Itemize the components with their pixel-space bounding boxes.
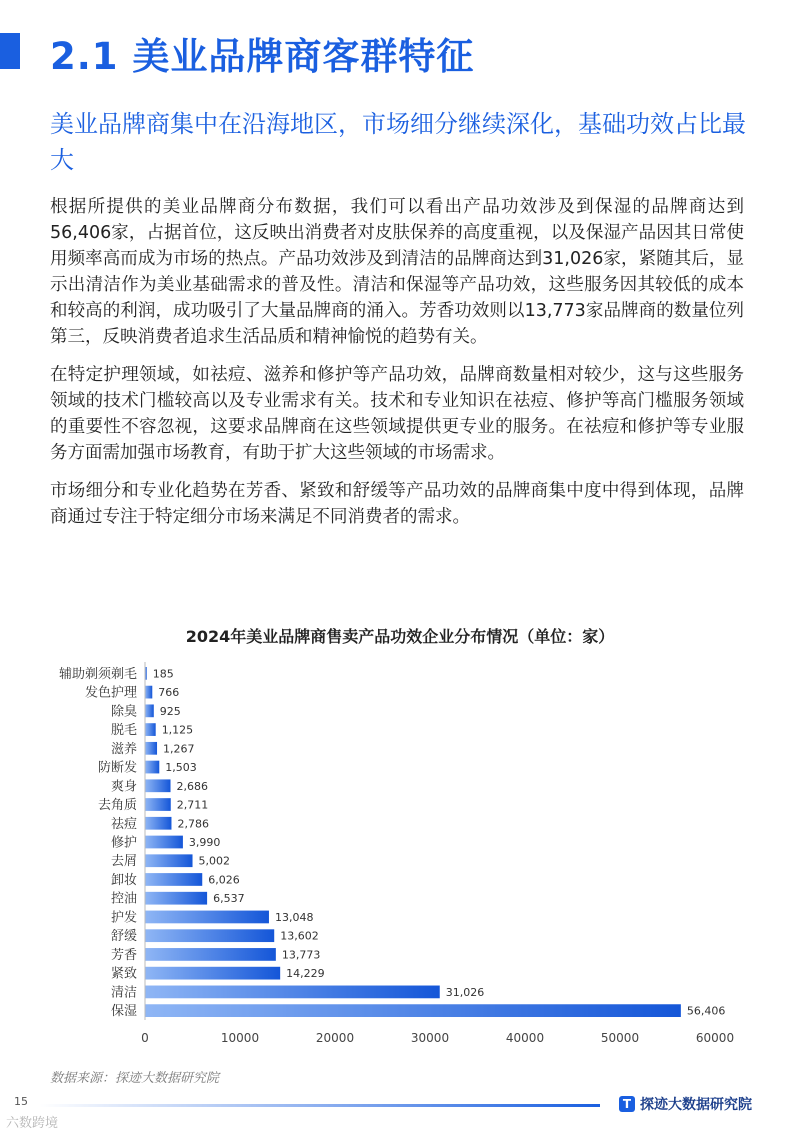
footer-divider bbox=[40, 1104, 600, 1107]
category-label: 爽身 bbox=[110, 779, 137, 795]
bar-chart bbox=[30, 618, 770, 1058]
section-title: 2.1 美业品牌商客群特征 bbox=[50, 35, 475, 78]
value-label: 925 bbox=[159, 704, 181, 718]
category-label: 除臭 bbox=[110, 704, 137, 720]
x-tick-label: 20000 bbox=[315, 1031, 355, 1045]
bar-清洁 bbox=[145, 986, 440, 999]
x-tick-label: 10000 bbox=[220, 1031, 260, 1045]
category-label: 控油 bbox=[110, 891, 137, 907]
category-label: 清洁 bbox=[110, 985, 137, 1001]
bar-防断发 bbox=[145, 761, 159, 774]
chart-svg bbox=[30, 618, 770, 1058]
value-label: 1,267 bbox=[163, 742, 195, 756]
value-label: 3,990 bbox=[188, 836, 221, 849]
x-tick-label: 30000 bbox=[410, 1031, 450, 1045]
value-label: 1,125 bbox=[161, 723, 194, 737]
brand-name: 探迹大数据研究院 bbox=[640, 1097, 752, 1113]
bar-滋养 bbox=[145, 742, 157, 755]
x-tick-label: 50000 bbox=[600, 1031, 640, 1045]
bar-祛痘 bbox=[145, 817, 171, 830]
value-label: 2,711 bbox=[176, 798, 209, 812]
bar-护发 bbox=[145, 911, 269, 924]
value-label: 31,026 bbox=[445, 985, 485, 999]
bar-修护 bbox=[145, 836, 183, 849]
bar-去屑 bbox=[145, 854, 193, 867]
x-tick-label: 60000 bbox=[695, 1031, 735, 1045]
value-label: 766 bbox=[158, 686, 180, 700]
value-label: 185 bbox=[152, 667, 174, 681]
category-label: 辅助剃须剃毛 bbox=[58, 666, 137, 682]
paragraph-2: 在特定护理领域，如祛痘、滋养和修护等产品功效，品牌商数量相对较少，这与这些服务领域的技术门槛较高以及专业需求有关。技术和专业知识在祛痘、修护等高门槛服务领域的重要性不容忽视，这要求品牌商在这些领域提供更专业的服务。在祛痘和修护等专业服务方面需加强市场教育，有助于扩大这些领域的市场需求。 bbox=[50, 365, 744, 463]
chart-title: 2024年美业品牌商售卖产品功效企业分布情况（单位：家） bbox=[185, 627, 615, 646]
bar-脱毛 bbox=[145, 723, 156, 736]
title-accent-bar bbox=[0, 33, 20, 69]
bar-去角质 bbox=[145, 798, 171, 811]
category-label: 紧致 bbox=[110, 966, 137, 982]
category-label: 去角质 bbox=[97, 798, 137, 814]
brand-logo-icon: T bbox=[619, 1096, 635, 1112]
category-label: 脱毛 bbox=[110, 723, 137, 739]
bar-芳香 bbox=[145, 948, 276, 961]
value-label: 6,537 bbox=[213, 892, 245, 906]
bar-舒缓 bbox=[145, 929, 274, 942]
value-label: 2,686 bbox=[176, 779, 209, 793]
body-text bbox=[50, 194, 744, 542]
x-tick-label: 40000 bbox=[505, 1031, 545, 1045]
category-label: 卸妆 bbox=[110, 872, 137, 888]
section-subtitle: 美业品牌商集中在沿海地区，市场细分继续深化，基础功效占比最大 bbox=[50, 110, 746, 174]
category-label: 发色护理 bbox=[84, 685, 137, 701]
bar-保湿 bbox=[145, 1004, 681, 1017]
bar-发色护理 bbox=[145, 686, 152, 699]
category-label: 护发 bbox=[110, 910, 137, 926]
category-label: 祛痘 bbox=[110, 816, 137, 832]
paragraph-3: 市场细分和专业化趋势在芳香、紧致和舒缓等产品功效的品牌商集中度中得到体现，品牌商通过专注于特定细分市场来满足不同消费者的需求。 bbox=[50, 481, 744, 527]
bar-除臭 bbox=[145, 704, 154, 717]
brand bbox=[619, 1094, 752, 1114]
category-label: 防断发 bbox=[97, 760, 137, 776]
value-label: 6,026 bbox=[208, 873, 240, 887]
value-label: 13,773 bbox=[281, 948, 321, 962]
x-tick-label: 0 bbox=[141, 1031, 149, 1045]
bar-控油 bbox=[145, 892, 207, 905]
category-label: 舒缓 bbox=[110, 929, 137, 945]
category-label: 去屑 bbox=[110, 854, 137, 870]
watermark: 六数跨境 bbox=[6, 1116, 59, 1131]
paragraph-1: 根据所提供的美业品牌商分布数据，我们可以看出产品功效涉及到保湿的品牌商达到56,406家，占据首位，这反映出消费者对皮肤保养的高度重视，以及保湿产品因其日常使用频率高而成为市场的热点。产品功效涉及到清洁的品牌商达到31,026家，紧随其后，显示出清洁作为美业基础需求的普及性。清洁和保湿等产品功效，这些服务因其较低的成本和较高的利润，成功吸引了大量品牌商的涌入。芳香功效则以13,773家品牌商的数量位列第三，反映消费者追求生活品质和精神愉悦的趋势有关。 bbox=[50, 197, 744, 347]
bar-爽身 bbox=[145, 779, 171, 792]
bar-紧致 bbox=[145, 967, 280, 980]
category-label: 修护 bbox=[110, 835, 137, 851]
category-label: 芳香 bbox=[110, 947, 137, 963]
value-label: 5,002 bbox=[198, 854, 231, 868]
value-label: 2,786 bbox=[177, 817, 209, 831]
bar-卸妆 bbox=[145, 873, 202, 886]
value-label: 14,229 bbox=[286, 967, 325, 981]
category-label: 保湿 bbox=[110, 1004, 137, 1020]
value-label: 13,602 bbox=[280, 929, 319, 943]
data-source: 数据来源：探迹大数据研究院 bbox=[50, 1071, 220, 1086]
value-label: 56,406 bbox=[686, 1004, 726, 1018]
page-number: 15 bbox=[14, 1095, 28, 1108]
value-label: 1,503 bbox=[165, 761, 197, 775]
value-label: 13,048 bbox=[274, 910, 314, 924]
category-label: 滋养 bbox=[110, 741, 137, 757]
